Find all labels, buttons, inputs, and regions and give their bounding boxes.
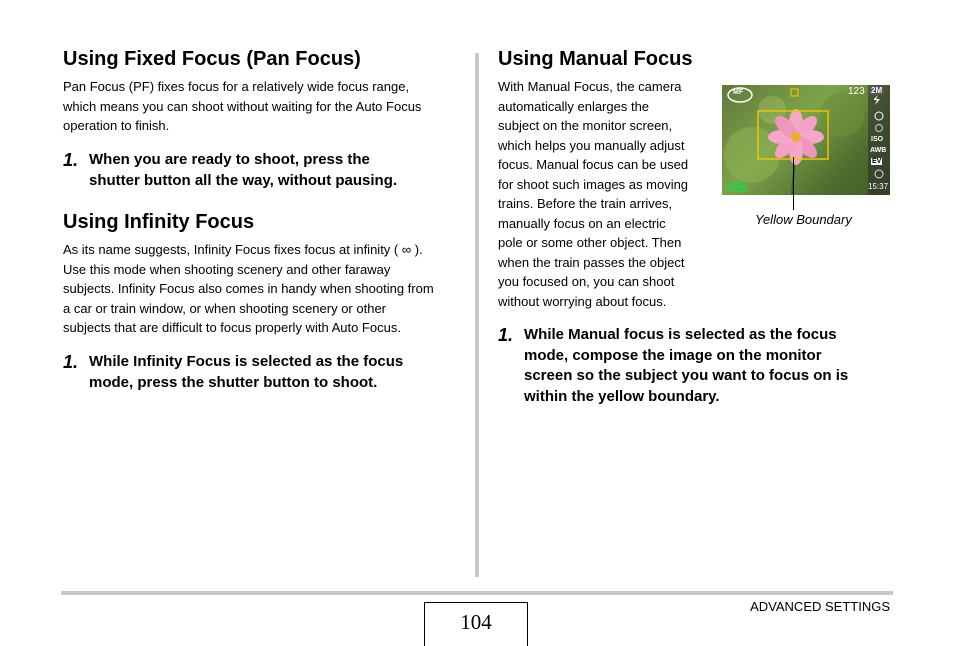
text-line: operation to finish. — [63, 118, 170, 133]
image-size-badge: 2M — [871, 86, 883, 95]
shot-count: 123 — [848, 86, 865, 97]
caption-callout-line — [793, 157, 794, 210]
text-line: Pan Focus (PF) fixes focus for a relatively wide focus range, — [63, 79, 410, 94]
flower-icon — [768, 109, 824, 165]
step-number: 1. — [63, 150, 79, 170]
column-divider — [475, 53, 479, 577]
iso-label: ISO — [871, 136, 884, 143]
step-number: 1. — [63, 352, 79, 372]
step-line: screen so the subject you want to focus on is — [524, 367, 849, 384]
camera-monitor-svg — [722, 85, 890, 195]
text-line: automatically enlarges the — [498, 98, 650, 114]
fixed-focus-paragraph — [63, 77, 463, 136]
manual-focus-paragraph — [498, 77, 713, 311]
text-line: which means you can shoot without waiting for the Auto Focus — [63, 98, 422, 114]
infinity-focus-heading: Using Infinity Focus — [63, 211, 255, 233]
camera-monitor-image — [722, 85, 890, 195]
step-line: shutter button all the way, without pausing. — [89, 171, 398, 189]
text-line: for shoot such images as moving — [498, 176, 689, 192]
text-line: without worrying about focus. — [498, 293, 667, 309]
time-readout: 15:37 — [868, 182, 889, 191]
fixed-focus-heading: Using Fixed Focus (Pan Focus) — [63, 48, 361, 70]
manual-focus-heading: Using Manual Focus — [498, 48, 693, 70]
page-number: 104 — [424, 602, 528, 646]
step-line: mode, press the shutter button to shoot. — [89, 373, 378, 391]
manual-focus-step — [498, 325, 898, 407]
text-line: manually focus on an electric — [498, 215, 666, 231]
footer-rule — [61, 591, 893, 595]
step-line: While Manual focus is selected as the focus — [524, 326, 837, 343]
text-line: when the train passes the object — [498, 254, 685, 270]
fixed-focus-step — [63, 150, 463, 191]
step-line: mode, compose the image on the monitor — [524, 346, 822, 364]
text-line: pole or some other object. Then — [498, 235, 682, 250]
ev-label: EV — [872, 158, 882, 165]
infinity-focus-paragraph — [63, 240, 463, 338]
step-number: 1. — [498, 325, 514, 345]
infinity-focus-step — [63, 352, 463, 393]
text-line: trains. Before the train arrives, — [498, 196, 673, 211]
step-line: When you are ready to shoot, press the — [89, 151, 370, 168]
text-line: subjects that are difficult to focus properly with Auto Focus. — [63, 320, 401, 335]
text-line: you focused on, you can shoot — [498, 274, 675, 289]
text-line: a car or train window, or when shooting scenery or other — [63, 300, 387, 316]
mf-badge-label: MF — [733, 89, 744, 96]
text-line: which helps you manually adjust — [498, 137, 685, 153]
text-line: subject on the monitor screen, — [498, 118, 673, 133]
text-line: As its name suggests, Infinity Focus fixes focus at infinity ( ∞ ). — [63, 242, 423, 257]
section-label: ADVANCED SETTINGS — [750, 599, 890, 614]
focus-frame-icon — [791, 89, 798, 96]
text-line: focus. Manual focus can be used — [498, 157, 689, 172]
step-line: While Infinity Focus is selected as the focus — [89, 353, 404, 370]
text-line: Use this mode when shooting scenery and other faraway — [63, 261, 391, 277]
yellow-boundary-caption: Yellow Boundary — [755, 212, 852, 227]
text-line: With Manual Focus, the camera — [498, 79, 682, 94]
text-line: subjects. Infinity Focus also comes in handy when shooting from — [63, 281, 434, 296]
white-balance-label: AWB — [870, 147, 887, 154]
step-line: within the yellow boundary. — [524, 387, 720, 405]
